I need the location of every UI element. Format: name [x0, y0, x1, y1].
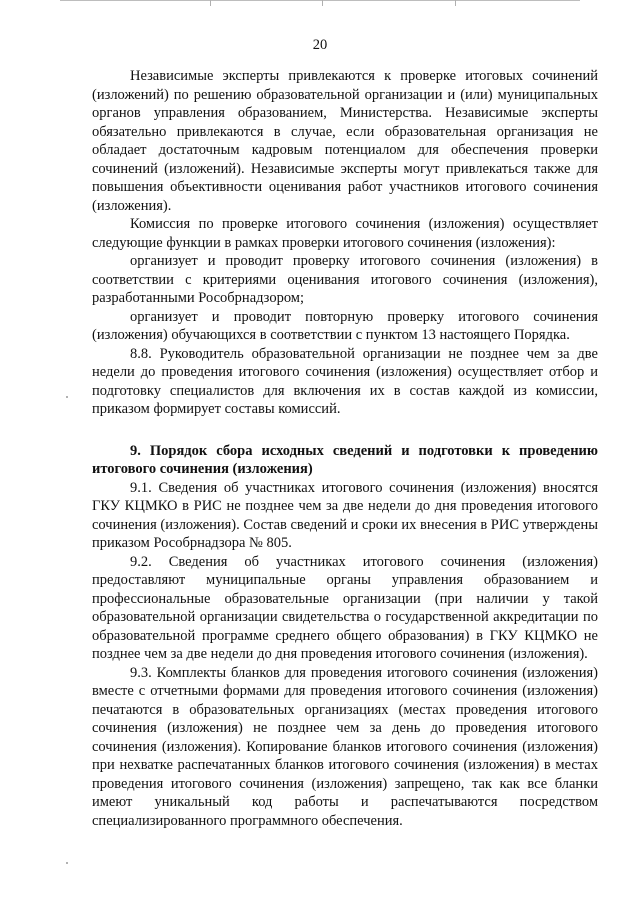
paragraph-organizes-recheck: организует и проводит повторную проверку итогового сочинения (изложения) обучающихся в соответствии с пунктом 13 настоящего Порядка.: [92, 308, 598, 343]
paragraph-organizes-check: организует и проводит проверку итогового сочинения (изложения) в соответствии с критериями оценивания итогового сочинения (изложения), разработанными Рособрнадзором;: [92, 253, 598, 306]
page-number: 20: [312, 37, 328, 53]
paragraph-9-1: 9.1. Сведения об участниках итогового сочинения (изложения) вносятся ГКУ КЦМКО в РИС не позднее чем за две недели до дня проведения итогового сочинения (изложения). Состав сведений и сроки их внесения в РИС утверждены приказом Рособрнадзора № 805.: [92, 479, 598, 551]
document-body: [92, 67, 598, 830]
paragraph-9-2: 9.2. Сведения об участниках итогового сочинения (изложения) предоставляют муниципальные органы управления образованием и профессиональные образовательные организации (при наличии у такой образовательной организации свидетельства о государственной аккредитации по образовательной программе среднего общего образования) в ГКУ КЦМКО не позднее чем за две недели до дня проведения итогового сочинения (изложения).: [92, 553, 598, 662]
scan-top-edge: [60, 0, 580, 3]
paragraph-commission-functions: Комиссия по проверке итогового сочинения (изложения) осуществляет следующие функции в рамках проверки итогового сочинения (изложения):: [92, 216, 598, 251]
scan-edge-mark: [322, 0, 323, 6]
paragraph-independent-experts: Независимые эксперты привлекаются к проверке итоговых сочинений (изложений) по решению образовательной организации и (или) муниципальных органов управления образованием, Министерства. Независимые эксперты обязательно привлекаются в случае, если образовательная организация не обладает достаточным кадровым потенциалом для обеспечения проверки сочинений (изложений). Независимые эксперты могут привлекаться также для повышения объективности оценивания работ участников итогового сочинения (изложения).: [92, 68, 598, 214]
section-heading-9: 9. Порядок сбора исходных сведений и подготовки к проведению итогового сочинения (изложения): [92, 442, 598, 477]
paragraph-9-3: 9.3. Комплекты бланков для проведения итогового сочинения (изложения) вместе с отчетными формами для проведения итогового сочинения (изложения) печатаются в образовательных организациях (местах проведения итогового сочинения (изложения) не позднее чем за день до проведения итогового сочинения (изложения). Копирование бланков итогового сочинения (изложения) при нехватке распечатанных бланков итогового сочинения (изложения) в местах проведения итогового сочинения (изложения) запрещено, так как все бланки имеют уникальный код работы и распечатываются посредством специализированного программного обеспечения.: [92, 664, 598, 829]
scan-speck: [66, 396, 68, 398]
scan-speck: [66, 862, 68, 864]
scan-edge-mark: [455, 0, 456, 6]
paragraph-8-8: 8.8. Руководитель образовательной организации не позднее чем за две недели до проведения итогового сочинения (изложения) осуществляет отбор и подготовку специалистов для включения их в состав каждой из комиссии, приказом формирует составы комиссий.: [92, 345, 598, 417]
scan-edge-mark: [210, 0, 211, 6]
